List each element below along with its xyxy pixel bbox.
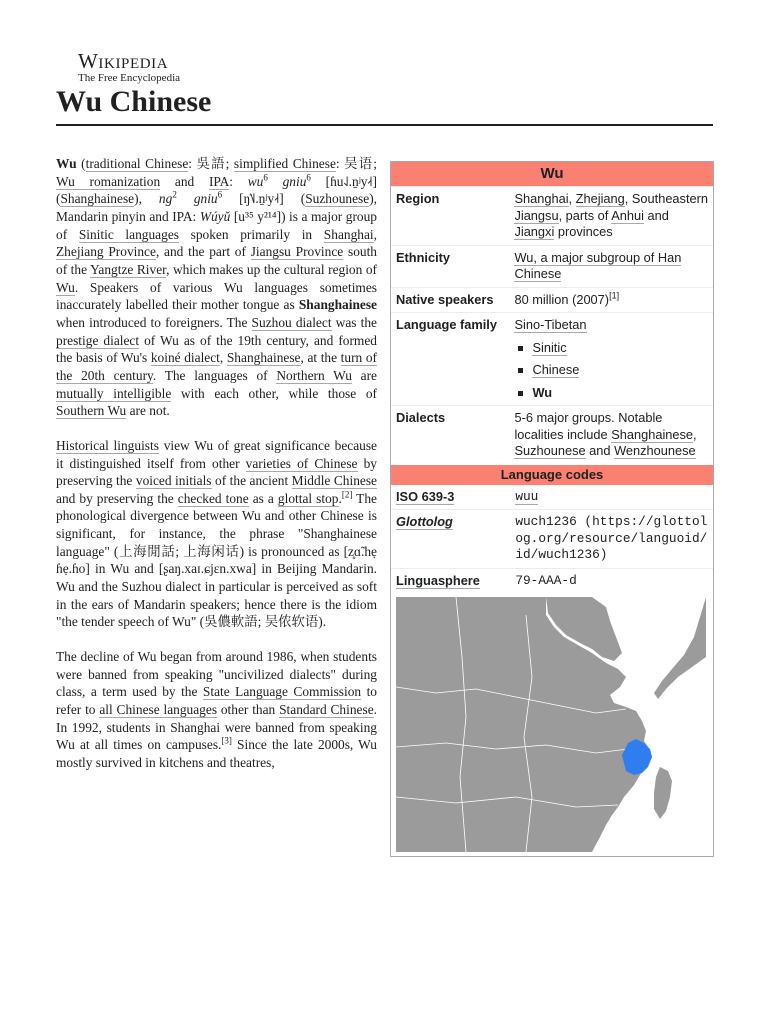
article-link[interactable]: traditional Chinese — [85, 156, 189, 171]
family-current-wu: Wu — [532, 384, 553, 400]
dialects-text: and — [585, 443, 615, 458]
dialects-value — [509, 406, 713, 464]
article-text: , and the part of — [155, 244, 251, 260]
article-text: of the ancient — [211, 473, 292, 489]
infobox-row-family — [391, 313, 713, 406]
family-item-wu — [514, 385, 708, 402]
article-link[interactable]: Suzhou dialect — [251, 314, 332, 330]
article-text: , — [373, 226, 377, 242]
infobox-row-glottolog — [391, 510, 713, 569]
dialects-text: , — [693, 426, 697, 442]
article-text: : 吴语; — [335, 156, 377, 171]
article-text: are — [351, 367, 377, 383]
article-text: to refer to — [56, 684, 377, 718]
glottolog-value: wuch1236 (https://glottolog.org/resource/languoid/id/wuch1236) — [510, 510, 713, 569]
title-divider — [56, 124, 713, 126]
italic-term: ng — [158, 191, 173, 207]
italic-term: Wúyǔ — [199, 208, 231, 224]
logo-tagline: The Free Encyclopedia — [78, 72, 181, 84]
article-text: south of the — [56, 244, 377, 277]
infobox-row-dialects — [391, 406, 713, 464]
infobox-title: Wu — [391, 162, 713, 186]
article-link[interactable]: Suzhounese — [305, 191, 370, 207]
infobox-row-linguasphere — [391, 568, 713, 593]
bullet-icon — [518, 368, 523, 373]
article-text: . — [338, 490, 342, 506]
family-tree — [514, 340, 708, 402]
page-title: Wu Chinese — [56, 85, 212, 118]
dialect-link-wenzhounese[interactable]: Wenzhounese — [614, 443, 696, 458]
codes-table — [391, 485, 713, 594]
article-link[interactable]: Shanghai — [323, 226, 374, 242]
article-link[interactable]: Southern Wu — [56, 403, 127, 419]
article-text: of Wu as of the 19th century, and formed the basis of Wu's — [56, 332, 377, 366]
article-text: ), — [134, 191, 159, 207]
article-text: when introduced to foreigners. The — [56, 314, 252, 330]
region-text: and — [643, 207, 669, 223]
italic-term: gniu — [267, 173, 307, 189]
region-link-shanghai[interactable]: Shanghai — [514, 191, 569, 206]
region-link-jiangsu[interactable]: Jiangsu — [514, 207, 559, 223]
bold-term: Wu — [56, 156, 77, 171]
article-text: was the — [331, 314, 377, 330]
article-text: The decline of Wu began from around 1986, when students were banned from speaking "uncivilized dialects" during class, a term used by the — [56, 649, 377, 700]
article-text: . Speakers of various Wu languages sometimes inaccurately labelled their mother tongue as — [56, 279, 377, 313]
ethnicity-link[interactable]: Wu, a major subgroup of Han Chinese — [514, 249, 682, 281]
glottolog-label — [391, 510, 510, 569]
article-link[interactable]: all Chinese languages — [99, 702, 218, 718]
article-link[interactable]: Zhejiang Province — [56, 244, 156, 260]
article-link[interactable]: voiced initials — [135, 473, 212, 489]
article-text: are not. — [126, 403, 170, 419]
article-text: [ŋ̍˦˩.n̠ʲy˨˧] ( — [222, 191, 306, 207]
article-link[interactable]: turn of the 20th century — [56, 350, 377, 383]
family-link-chinese[interactable]: Chinese — [532, 362, 580, 377]
wu-distribution-map[interactable] — [396, 597, 706, 852]
article-text: , which makes up the cultural region of — [166, 261, 377, 277]
superscript: 6 — [306, 172, 311, 183]
ethnicity-value — [509, 245, 713, 287]
article-text: other than — [217, 702, 280, 718]
region-text: provinces — [554, 224, 613, 239]
italic-term: gniu — [176, 191, 218, 207]
article-link[interactable]: checked tone — [177, 490, 249, 506]
iso-value — [510, 485, 713, 510]
article-link[interactable]: simplified Chinese — [233, 156, 336, 171]
superscript: [2] — [341, 489, 353, 500]
article-text: . The languages of — [152, 367, 277, 383]
article-link[interactable]: Shanghainese — [226, 350, 301, 366]
family-link-sinitic[interactable]: Sinitic — [532, 339, 567, 355]
article-link[interactable]: Wu romanization — [56, 173, 161, 189]
article-link[interactable]: prestige dialect — [56, 332, 140, 348]
region-link-zhejiang[interactable]: Zhejiang — [575, 191, 625, 206]
article-link[interactable]: State Language Commission — [202, 684, 362, 700]
article-text: Since the late 2000s, Wu mostly survived in kitchens and theatres, — [56, 737, 377, 770]
ethnicity-label: Ethnicity — [391, 245, 509, 287]
speakers-ref-link[interactable]: [1] — [609, 290, 620, 301]
infobox-row-iso — [391, 485, 713, 510]
family-value — [509, 313, 713, 406]
logo-wordmark: Wikipedia — [78, 49, 169, 73]
superscript: 2 — [172, 189, 177, 200]
infobox — [390, 161, 714, 857]
iso-label-link[interactable]: ISO 639-3 — [396, 488, 455, 504]
glottolog-label-link[interactable]: Glottolog — [396, 514, 453, 529]
dialects-text: 5-6 major groups. Notable localities include — [514, 410, 663, 442]
family-item-sinitic — [514, 340, 708, 357]
region-text: , parts of — [558, 207, 612, 223]
article-text: by preserving the — [56, 455, 377, 489]
article-text: , at the — [300, 350, 341, 366]
bullet-icon — [518, 346, 523, 351]
infobox-table — [391, 186, 713, 464]
speakers-label: Native speakers — [391, 287, 509, 313]
article-text: spoken primarily in — [178, 226, 324, 242]
article-text: with each other, while those of — [171, 385, 377, 401]
superscript: [3] — [221, 735, 232, 746]
region-value — [509, 187, 713, 246]
article-text: . In 1992, students in Shanghai were banned from speaking Wu at all times on campuses. — [56, 702, 377, 753]
article-text: and — [160, 173, 209, 189]
linguasphere-value: 79-AAA-d — [510, 568, 713, 593]
superscript: 6 — [263, 172, 268, 183]
family-label: Language family — [391, 313, 509, 406]
family-link-sino-tibetan[interactable]: Sino-Tibetan — [514, 317, 587, 332]
infobox-row-ethnicity — [391, 245, 713, 287]
article-paragraph-1 — [56, 155, 377, 420]
article-link[interactable]: glottal stop — [277, 490, 339, 506]
bold-term: Shanghainese — [298, 297, 377, 313]
article-link[interactable]: Northern Wu — [276, 367, 352, 383]
region-label: Region — [391, 187, 509, 246]
article-text: [ɦu˨˩.n̠ʲy˨˧] ( — [56, 173, 377, 207]
article-text: : — [229, 173, 248, 189]
iso-code-link[interactable]: wuu — [515, 488, 539, 504]
article-link[interactable]: Yangtze River — [90, 261, 167, 277]
article-link[interactable]: Jiangsu Province — [250, 244, 344, 260]
iso-label — [391, 485, 510, 510]
article-link[interactable]: varieties of Chinese — [245, 455, 358, 471]
infobox-row-region — [391, 187, 713, 246]
article-link[interactable]: koiné dialect — [150, 350, 220, 366]
article-link[interactable]: Wu — [56, 279, 75, 295]
article-link[interactable]: IPA — [208, 173, 230, 189]
article-text: view Wu of great significance because it distinguished itself from other — [56, 437, 378, 471]
article-body — [56, 155, 377, 789]
linguasphere-label — [391, 568, 510, 593]
article-paragraph-3 — [56, 648, 377, 772]
article-text: , — [219, 350, 227, 366]
article-text: and by preserving the — [56, 490, 178, 506]
article-text: as a — [248, 490, 278, 506]
dialect-link-suzhounese[interactable]: Suzhounese — [514, 443, 586, 458]
article-text: : 吳語; — [188, 156, 234, 171]
article-link[interactable]: Shanghainese — [60, 191, 135, 207]
article-link[interactable]: Historical linguists — [56, 437, 159, 453]
italic-term: wu — [247, 173, 264, 189]
linguasphere-label-link[interactable]: Linguasphere — [396, 572, 480, 588]
article-text: ), Mandarin pinyin and IPA: — [56, 191, 377, 224]
superscript: 6 — [217, 189, 223, 200]
region-link-anhui[interactable]: Anhui — [611, 207, 644, 223]
dialect-link-shanghainese[interactable]: Shanghainese — [611, 426, 694, 442]
language-codes-header: Language codes — [391, 464, 713, 485]
article-link[interactable]: mutually intelligible — [56, 385, 172, 401]
article-paragraph-2 — [56, 437, 377, 631]
dialects-label: Dialects — [391, 406, 509, 464]
family-item-chinese — [514, 362, 708, 379]
region-text: , — [568, 191, 576, 206]
article-text: ( — [76, 156, 86, 171]
speakers-value — [509, 287, 713, 313]
bullet-icon — [518, 391, 523, 396]
region-text: , Southeastern — [624, 191, 709, 206]
wikipedia-logo[interactable] — [78, 50, 208, 85]
article-link[interactable]: Middle Chinese — [291, 473, 377, 489]
speakers-count: 80 million (2007) — [514, 291, 610, 307]
article-link[interactable]: Standard Chinese — [279, 702, 374, 718]
infobox-row-speakers — [391, 287, 713, 313]
region-link-jiangxi[interactable]: Jiangxi — [514, 224, 555, 239]
article-text: The phonological divergence between Wu and other Chinese is significant, for instance, the phrase "Shanghainese language" (上海閒話; 上海闲话) is pronounced as [z̥ɑ̃.hẹ ɦẹ.ɦo] in Wu and [ʂaŋ.xaɪ.ɕjɛn.xwa] in Beijing Mandarin. Wu and the Suzhou dialect in particular is perceived as soft in the ears of Mandarin speakers; hence there is the idiom "the tender speech of Wu" (吳儂軟語; 吴侬软语). — [56, 490, 377, 630]
article-text: [u³⁵ y²¹⁴]) is a major group of — [56, 208, 377, 242]
article-link[interactable]: Sinitic languages — [78, 226, 179, 242]
